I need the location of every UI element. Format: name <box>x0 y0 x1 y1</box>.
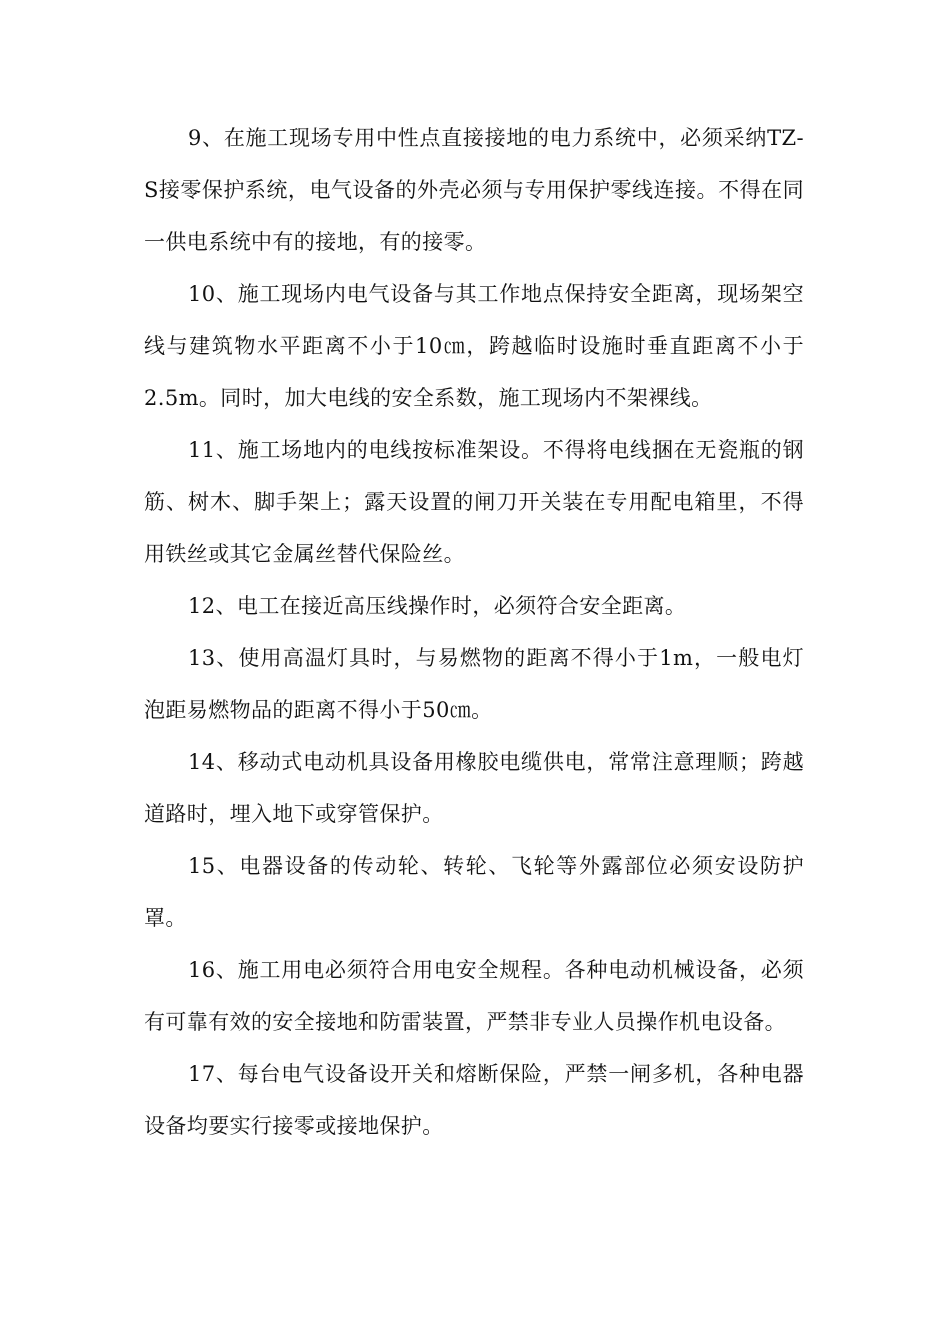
paragraph-item-14: 14、移动式电动机具设备用橡胶电缆供电，常常注意理顺；跨越道路时，埋入地下或穿管保护。 <box>144 750 804 826</box>
paragraph-item-12: 12、电工在接近高压线操作时，必须符合安全距离。 <box>188 594 687 618</box>
document-body <box>144 112 804 1152</box>
paragraph-item-15: 15、电器设备的传动轮、转轮、飞轮等外露部位必须安设防护罩。 <box>144 854 804 930</box>
paragraph-item-13: 13、使用高温灯具时，与易燃物的距离不得小于1m，一般电灯泡距易燃物品的距离不得小于50㎝。 <box>144 646 804 722</box>
paragraph-item-9: 9、在施工现场专用中性点直接接地的电力系统中，必须采纳TZ-S接零保护系统，电气设备的外壳必须与专用保护零线连接。不得在同一供电系统中有的接地，有的接零。 <box>144 126 804 254</box>
paragraph-item-17: 17、每台电气设备设开关和熔断保险，严禁一闸多机，各种电器设备均要实行接零或接地保护。 <box>144 1062 804 1138</box>
paragraph-item-16: 16、施工用电必须符合用电安全规程。各种电动机械设备，必须有可靠有效的安全接地和防雷装置，严禁非专业人员操作机电设备。 <box>144 958 804 1034</box>
paragraph-item-11: 11、施工场地内的电线按标准架设。不得将电线捆在无瓷瓶的钢筋、树木、脚手架上；露天设置的闸刀开关装在专用配电箱里，不得用铁丝或其它金属丝替代保险丝。 <box>144 438 804 566</box>
paragraph-item-10: 10、施工现场内电气设备与其工作地点保持安全距离，现场架空线与建筑物水平距离不小于10㎝，跨越临时设施时垂直距离不小于2.5m。同时，加大电线的安全系数，施工现场内不架裸线。 <box>144 282 804 410</box>
